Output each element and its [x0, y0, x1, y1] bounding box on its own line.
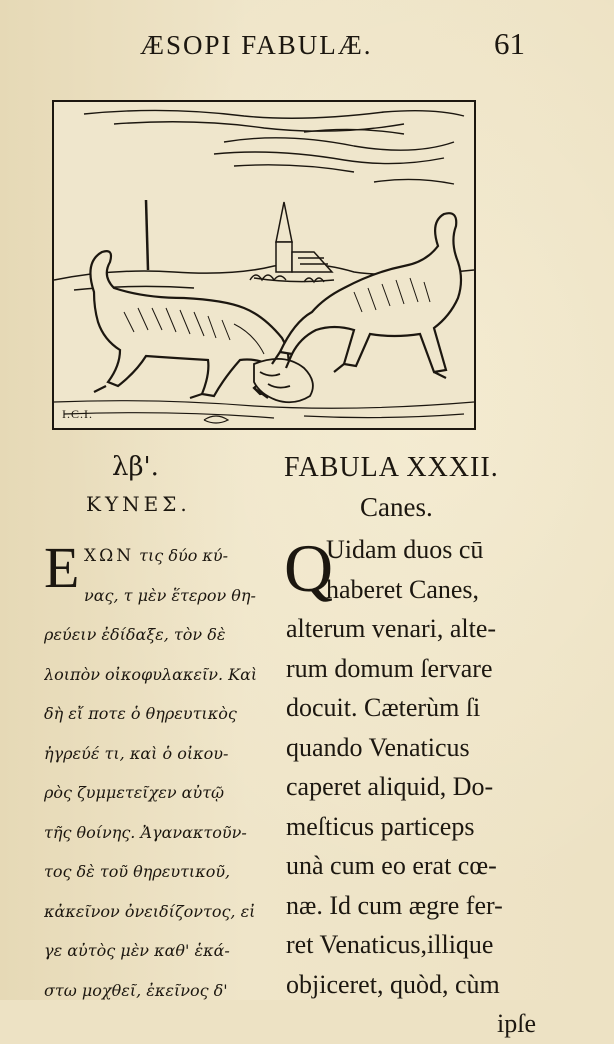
greek-line: ρεύειν ἐδίδαξε, τὸν δὲ: [44, 625, 226, 644]
latin-fable-title: Canes.: [360, 492, 433, 522]
greek-line: γε αὐτὸς μὲν καθ' ἑκά-: [44, 941, 230, 960]
latin-line: quando Venaticus: [286, 732, 470, 762]
greek-text-column: [44, 536, 276, 1010]
latin-text-column: [286, 530, 536, 1044]
greek-line: τος δὲ τοῦ θηρευτικοῦ,: [44, 862, 231, 881]
latin-line: unà cum eo erat cœ-: [286, 851, 497, 880]
greek-line: νας, τ μὲν ἕτερον θη-: [84, 585, 256, 605]
running-title: ÆSOPI FABULÆ.: [140, 30, 373, 60]
greek-line: στω μοχθεῖ, ἐκεῖνος δ': [44, 980, 228, 1000]
greek-line: δὴ εἴ ποτε ὁ θηρευτικὸς: [44, 704, 237, 723]
page-number: 61: [494, 26, 525, 61]
greek-line: κἀκεῖνον ὀνειδίζοντος, εἰ: [44, 901, 256, 921]
latin-line: Uidam duos cū: [326, 535, 484, 564]
greek-line-upper: ΧΩΝ: [84, 546, 135, 566]
latin-line: objiceret, quòd, cùm: [286, 969, 500, 999]
latin-line: docuit. Cæterùm ſi: [286, 693, 481, 722]
cutter-mark: I.C.I.: [62, 407, 93, 421]
greek-fable-title: ΚΥΝΕΣ.: [86, 492, 191, 516]
greek-line: ρὸς ζυμμετεῖχεν αὐτῷ: [44, 783, 225, 802]
latin-catchword: ipſe: [497, 1009, 536, 1038]
greek-line: τῆς θοίνης. Ἀγανακτοῦν-: [44, 822, 247, 842]
latin-fable-number: FABULA XXXII.: [284, 452, 499, 483]
latin-line: meſticus particeps: [286, 811, 475, 841]
greek-line-rest: τις δύο κύ-: [139, 546, 229, 565]
greek-line: λοιπὸν οἰκοφυλακεῖν. Καὶ: [44, 664, 258, 684]
latin-line: haberet Canes,: [326, 574, 480, 604]
latin-line: næ. Id cum ægre fer-: [286, 890, 503, 920]
dogs-woodcut: [54, 102, 474, 428]
latin-line: caperet aliquid, Do-: [286, 772, 494, 801]
latin-drop-cap: Q: [284, 530, 334, 606]
greek-line: [44, 536, 276, 576]
latin-line: alterum venari, alte-: [286, 614, 497, 643]
latin-line: ret Venaticus,illique: [286, 930, 494, 959]
greek-drop-cap: E: [44, 535, 80, 600]
latin-line: rum domum ſervare: [286, 653, 493, 683]
greek-fable-number: λβ'.: [112, 452, 159, 482]
woodcut-illustration: [52, 100, 476, 430]
greek-line: ἠγρεύέ τι, καὶ ὁ οἰκου-: [44, 743, 229, 763]
